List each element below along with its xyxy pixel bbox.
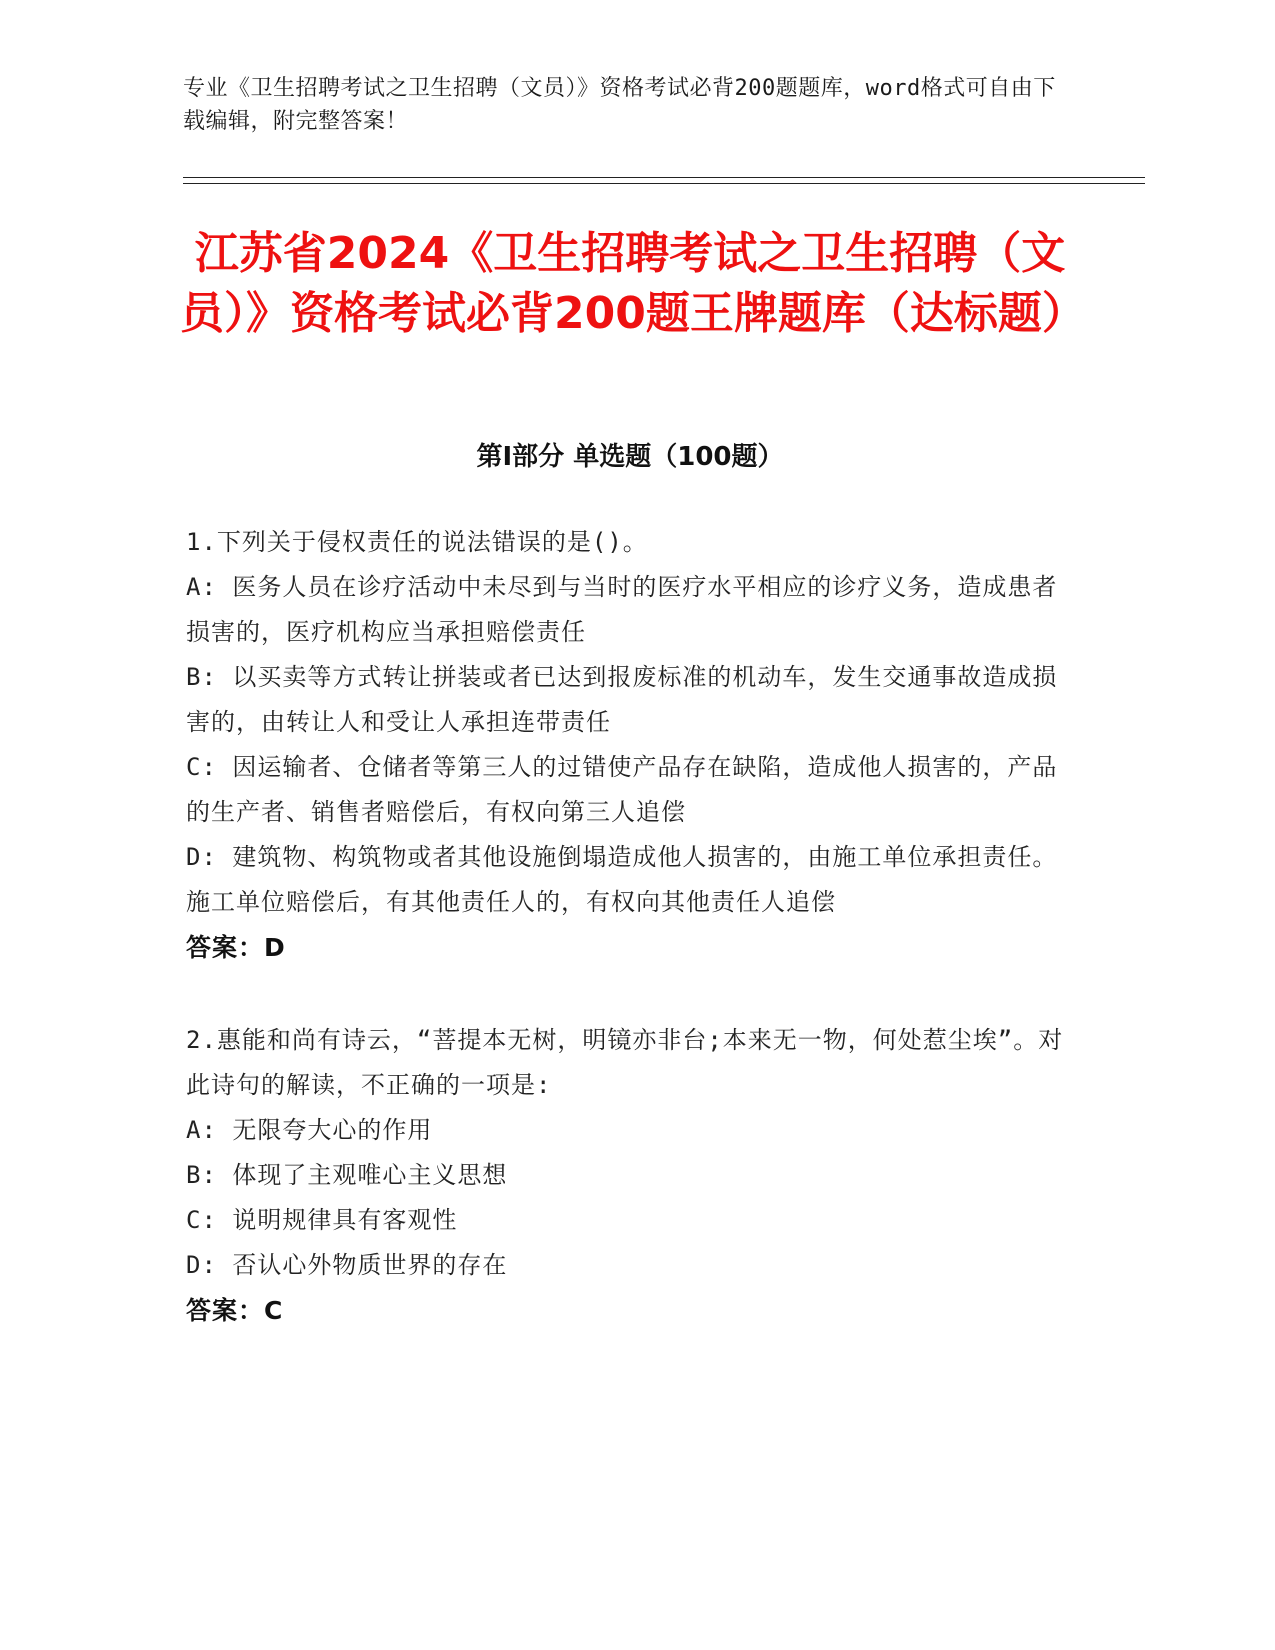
- answer: 答案：D: [186, 933, 286, 962]
- option-d: D: 建筑物、构筑物或者其他设施倒塌造成他人损害的，由施工单位承担责任。施工单位赔偿后，有其他责任人的，有权向其他责任人追偿: [186, 843, 1058, 916]
- header-note: 专业《卫生招聘考试之卫生招聘（文员）》资格考试必背200题题库，word格式可自由下载编辑，附完整答案！: [183, 76, 1056, 134]
- option-b: B: 体现了主观唯心主义思想: [186, 1161, 508, 1189]
- option-d: D: 否认心外物质世界的存在: [186, 1251, 508, 1279]
- option-c: C: 说明规律具有客观性: [186, 1206, 458, 1234]
- question-stem: 1.下列关于侵权责任的说法错误的是()。: [186, 528, 648, 556]
- question-stem: 2.惠能和尚有诗云，“菩提本无树，明镜亦非台;本来无一物，何处惹尘埃”。对此诗句的解读，不正确的一项是:: [186, 1026, 1064, 1099]
- option-a: A: 医务人员在诊疗活动中未尽到与当时的医疗水平相应的诊疗义务，造成患者损害的，医疗机构应当承担赔偿责任: [186, 573, 1058, 646]
- question-1: [186, 520, 1066, 970]
- option-b: B: 以买卖等方式转让拼装或者已达到报废标准的机动车，发生交通事故造成损害的，由转让人和受让人承担连带责任: [186, 663, 1058, 736]
- option-c: C: 因运输者、仓储者等第三人的过错使产品存在缺陷，造成他人损害的，产品的生产者、销售者赔偿后，有权向第三人追偿: [186, 753, 1058, 826]
- option-a: A: 无限夸大心的作用: [186, 1116, 433, 1144]
- section-heading: 第I部分 单选题（100题）: [476, 442, 784, 472]
- header-divider-top: [183, 177, 1145, 178]
- question-2: [186, 1018, 1066, 1333]
- answer: 答案：C: [186, 1296, 284, 1325]
- header-divider-bottom: [183, 183, 1145, 184]
- document-title: 江苏省2024《卫生招聘考试之卫生招聘（文员）》资格考试必背200题王牌题库（达标题）: [180, 228, 1086, 339]
